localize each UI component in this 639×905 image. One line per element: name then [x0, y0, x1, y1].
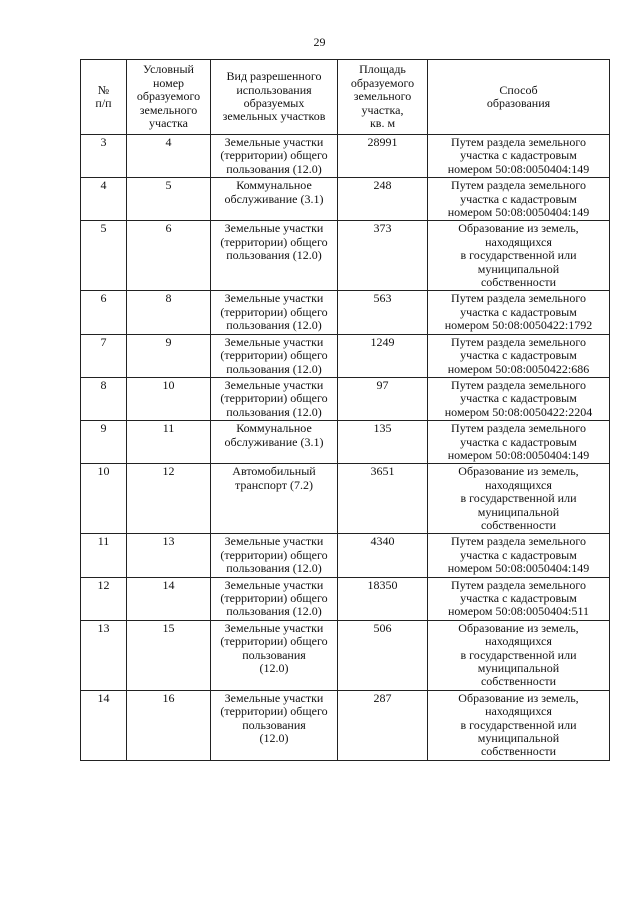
cell-plot-number: 11 — [127, 421, 211, 464]
header-area: Площадь образуемого земельного участка, кв. м — [338, 60, 428, 135]
cell-plot-number: 15 — [127, 620, 211, 690]
table-row — [81, 690, 610, 760]
cell-area: 4340 — [338, 534, 428, 577]
cell-plot-number: 5 — [127, 178, 211, 221]
cell-row-number: 9 — [81, 421, 127, 464]
table-row — [81, 464, 610, 534]
header-row-number: № п/п — [81, 60, 127, 135]
land-plots-table — [80, 59, 610, 761]
cell-area: 248 — [338, 178, 428, 221]
cell-permitted-use: Коммунальное обслуживание (3.1) — [211, 421, 338, 464]
cell-formation-method: Образование из земель, находящихся в государственной или муниципальной собственности — [428, 464, 610, 534]
cell-permitted-use: Земельные участки (территории) общего пользования (12.0) — [211, 534, 338, 577]
cell-row-number: 13 — [81, 620, 127, 690]
cell-row-number: 10 — [81, 464, 127, 534]
cell-plot-number: 4 — [127, 135, 211, 178]
cell-plot-number: 16 — [127, 690, 211, 760]
cell-row-number: 6 — [81, 291, 127, 334]
cell-permitted-use: Земельные участки (территории) общего пользования (12.0) — [211, 221, 338, 291]
cell-plot-number: 6 — [127, 221, 211, 291]
cell-formation-method: Путем раздела земельного участка с кадастровым номером 50:08:0050422:1792 — [428, 291, 610, 334]
table-row — [81, 421, 610, 464]
cell-row-number: 4 — [81, 178, 127, 221]
cell-area: 28991 — [338, 135, 428, 178]
cell-plot-number: 10 — [127, 377, 211, 420]
header-plot-number: Условный номер образуемого земельного участка — [127, 60, 211, 135]
cell-row-number: 8 — [81, 377, 127, 420]
table-row — [81, 135, 610, 178]
cell-plot-number: 13 — [127, 534, 211, 577]
cell-formation-method: Путем раздела земельного участка с кадастровым номером 50:08:0050404:149 — [428, 178, 610, 221]
table-row — [81, 291, 610, 334]
cell-plot-number: 8 — [127, 291, 211, 334]
table-row — [81, 377, 610, 420]
table-row — [81, 221, 610, 291]
table-row — [81, 534, 610, 577]
cell-formation-method: Путем раздела земельного участка с кадастровым номером 50:08:0050422:686 — [428, 334, 610, 377]
cell-formation-method: Путем раздела земельного участка с кадастровым номером 50:08:0050404:149 — [428, 421, 610, 464]
cell-area: 97 — [338, 377, 428, 420]
table-row — [81, 178, 610, 221]
cell-formation-method: Путем раздела земельного участка с кадастровым номером 50:08:0050404:511 — [428, 577, 610, 620]
cell-permitted-use: Земельные участки (территории) общего пользования (12.0) — [211, 377, 338, 420]
cell-plot-number: 14 — [127, 577, 211, 620]
cell-area: 1249 — [338, 334, 428, 377]
table-row — [81, 620, 610, 690]
cell-formation-method: Образование из земель, находящихся в государственной или муниципальной собственности — [428, 690, 610, 760]
cell-permitted-use: Земельные участки (территории) общего пользования (12.0) — [211, 334, 338, 377]
header-formation-method: Способ образования — [428, 60, 610, 135]
cell-formation-method: Путем раздела земельного участка с кадастровым номером 50:08:0050422:2204 — [428, 377, 610, 420]
cell-row-number: 14 — [81, 690, 127, 760]
cell-area: 563 — [338, 291, 428, 334]
cell-area: 506 — [338, 620, 428, 690]
cell-row-number: 7 — [81, 334, 127, 377]
page-number: 29 — [313, 35, 326, 49]
cell-area: 18350 — [338, 577, 428, 620]
cell-formation-method: Путем раздела земельного участка с кадастровым номером 50:08:0050404:149 — [428, 135, 610, 178]
cell-permitted-use: Земельные участки (территории) общего пользования (12.0) — [211, 291, 338, 334]
table-row — [81, 577, 610, 620]
cell-area: 287 — [338, 690, 428, 760]
cell-row-number: 5 — [81, 221, 127, 291]
table-header-row — [81, 60, 610, 135]
cell-plot-number: 9 — [127, 334, 211, 377]
cell-row-number: 12 — [81, 577, 127, 620]
cell-permitted-use: Земельные участки (территории) общего пользования (12.0) — [211, 620, 338, 690]
cell-formation-method: Образование из земель, находящихся в государственной или муниципальной собственности — [428, 620, 610, 690]
cell-permitted-use: Автомобильный транспорт (7.2) — [211, 464, 338, 534]
cell-formation-method: Образование из земель, находящихся в государственной или муниципальной собственности — [428, 221, 610, 291]
cell-area: 373 — [338, 221, 428, 291]
cell-area: 135 — [338, 421, 428, 464]
cell-formation-method: Путем раздела земельного участка с кадастровым номером 50:08:0050404:149 — [428, 534, 610, 577]
cell-area: 3651 — [338, 464, 428, 534]
cell-permitted-use: Коммунальное обслуживание (3.1) — [211, 178, 338, 221]
cell-plot-number: 12 — [127, 464, 211, 534]
cell-permitted-use: Земельные участки (территории) общего пользования (12.0) — [211, 577, 338, 620]
cell-row-number: 3 — [81, 135, 127, 178]
table-row — [81, 334, 610, 377]
cell-row-number: 11 — [81, 534, 127, 577]
cell-permitted-use: Земельные участки (территории) общего пользования (12.0) — [211, 135, 338, 178]
header-permitted-use: Вид разрешенного использования образуемых земельных участков — [211, 60, 338, 135]
cell-permitted-use: Земельные участки (территории) общего пользования (12.0) — [211, 690, 338, 760]
